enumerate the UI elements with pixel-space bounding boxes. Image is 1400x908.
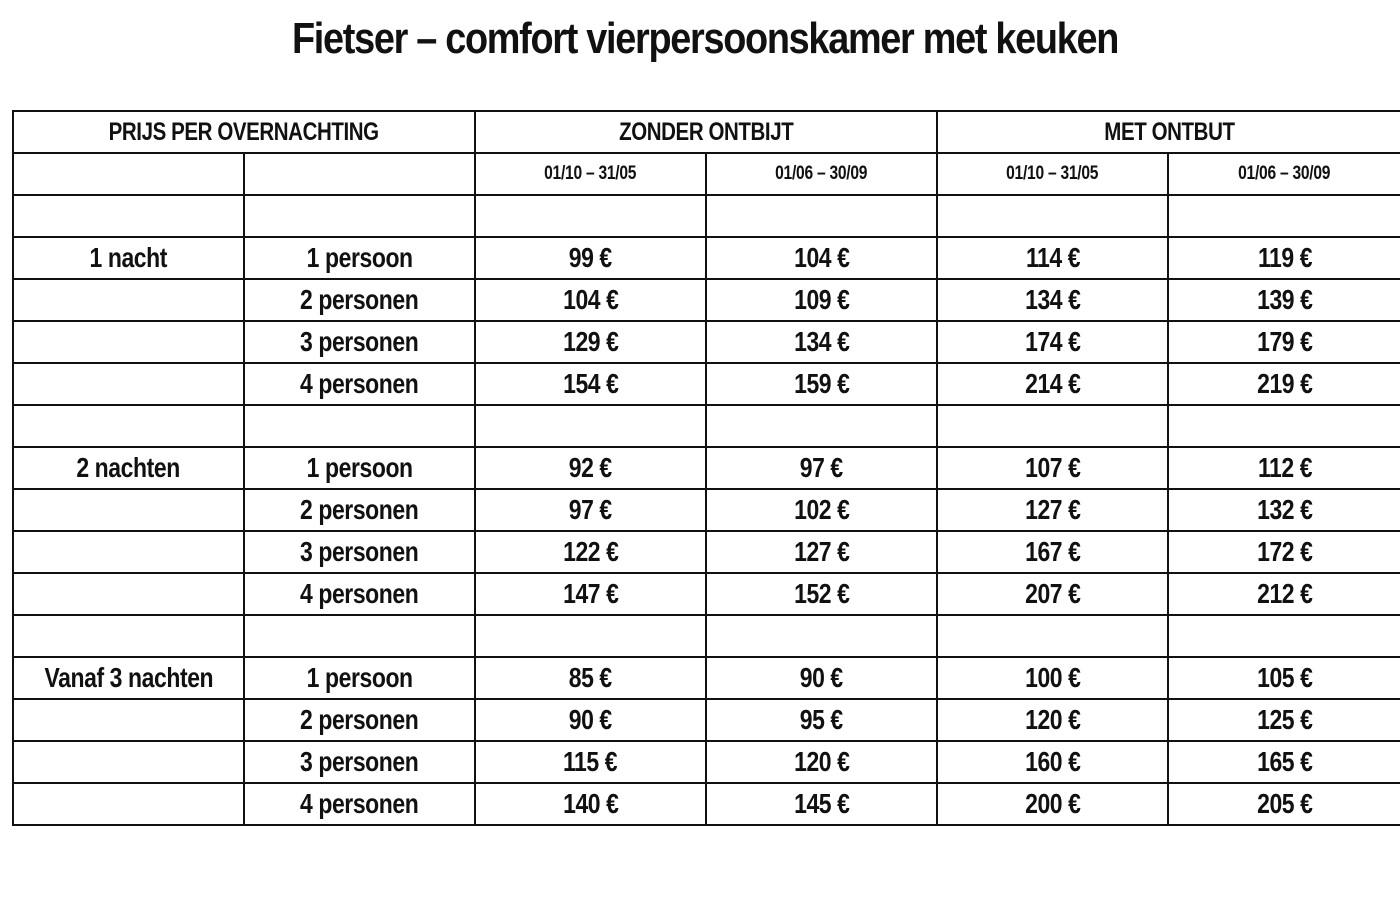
price-cell: 127 € <box>706 531 937 573</box>
persons-cell: 2 personen <box>244 699 475 741</box>
empty-cell <box>13 405 244 447</box>
empty-cell <box>13 489 244 531</box>
persons-cell: 1 persoon <box>244 237 475 279</box>
empty-cell <box>13 531 244 573</box>
spacer-row <box>13 405 1400 447</box>
empty-cell <box>13 363 244 405</box>
persons-cell: 4 personen <box>244 363 475 405</box>
price-cell: 125 € <box>1168 699 1400 741</box>
empty-cell <box>706 405 937 447</box>
price-cell: 145 € <box>706 783 937 825</box>
table-row <box>13 447 1400 489</box>
empty-cell <box>244 153 475 195</box>
price-cell: 214 € <box>937 363 1168 405</box>
price-cell: 134 € <box>937 279 1168 321</box>
nights-label: Vanaf 3 nachten <box>13 657 244 699</box>
price-cell: 207 € <box>937 573 1168 615</box>
table-row <box>13 699 1400 741</box>
empty-cell <box>13 741 244 783</box>
table-row <box>13 573 1400 615</box>
empty-cell <box>475 195 706 237</box>
persons-cell: 4 personen <box>244 573 475 615</box>
nights-label: 2 nachten <box>13 447 244 489</box>
price-cell: 129 € <box>475 321 706 363</box>
price-cell: 85 € <box>475 657 706 699</box>
empty-cell <box>13 699 244 741</box>
empty-cell <box>244 195 475 237</box>
empty-cell <box>13 615 244 657</box>
price-cell: 160 € <box>937 741 1168 783</box>
persons-cell: 3 personen <box>244 321 475 363</box>
price-cell: 95 € <box>706 699 937 741</box>
price-cell: 152 € <box>706 573 937 615</box>
table-row <box>13 279 1400 321</box>
price-cell: 122 € <box>475 531 706 573</box>
table-row <box>13 321 1400 363</box>
empty-cell <box>13 153 244 195</box>
empty-cell <box>1168 405 1400 447</box>
price-cell: 102 € <box>706 489 937 531</box>
empty-cell <box>13 783 244 825</box>
persons-cell: 1 persoon <box>244 447 475 489</box>
price-cell: 200 € <box>937 783 1168 825</box>
price-cell: 159 € <box>706 363 937 405</box>
price-table-body <box>13 111 1400 825</box>
price-cell: 132 € <box>1168 489 1400 531</box>
persons-cell: 2 personen <box>244 489 475 531</box>
price-cell: 112 € <box>1168 447 1400 489</box>
price-cell: 120 € <box>706 741 937 783</box>
price-cell: 212 € <box>1168 573 1400 615</box>
table-row <box>13 531 1400 573</box>
table-row <box>13 363 1400 405</box>
price-cell: 92 € <box>475 447 706 489</box>
spacer-row <box>13 195 1400 237</box>
price-cell: 165 € <box>1168 741 1400 783</box>
price-cell: 97 € <box>706 447 937 489</box>
price-cell: 107 € <box>937 447 1168 489</box>
empty-cell <box>13 321 244 363</box>
price-cell: 174 € <box>937 321 1168 363</box>
header-row <box>13 111 1400 153</box>
price-cell: 147 € <box>475 573 706 615</box>
empty-cell <box>1168 195 1400 237</box>
price-cell: 104 € <box>475 279 706 321</box>
empty-cell <box>13 573 244 615</box>
price-per-night-header: PRIJS PER OVERNACHTING <box>13 111 475 153</box>
nights-label: 1 nacht <box>13 237 244 279</box>
spacer-row <box>13 615 1400 657</box>
price-cell: 100 € <box>937 657 1168 699</box>
empty-cell <box>13 195 244 237</box>
empty-cell <box>13 279 244 321</box>
without-breakfast-header: ZONDER ONTBIJT <box>475 111 937 153</box>
table-row <box>13 741 1400 783</box>
empty-cell <box>937 195 1168 237</box>
price-cell: 167 € <box>937 531 1168 573</box>
price-cell: 154 € <box>475 363 706 405</box>
table-row <box>13 237 1400 279</box>
table-row <box>13 783 1400 825</box>
price-cell: 172 € <box>1168 531 1400 573</box>
empty-cell <box>475 405 706 447</box>
price-cell: 134 € <box>706 321 937 363</box>
price-cell: 90 € <box>706 657 937 699</box>
table-row <box>13 657 1400 699</box>
price-cell: 219 € <box>1168 363 1400 405</box>
period-cell: 01/06 – 30/09 <box>706 153 937 195</box>
period-row <box>13 153 1400 195</box>
persons-cell: 1 persoon <box>244 657 475 699</box>
price-cell: 115 € <box>475 741 706 783</box>
persons-cell: 3 personen <box>244 531 475 573</box>
price-cell: 139 € <box>1168 279 1400 321</box>
price-cell: 109 € <box>706 279 937 321</box>
empty-cell <box>937 615 1168 657</box>
price-cell: 90 € <box>475 699 706 741</box>
with-breakfast-header: MET ONTBUT <box>937 111 1400 153</box>
page-title: Fietser – comfort vierpersoonskamer met keuken <box>291 14 1119 63</box>
price-cell: 127 € <box>937 489 1168 531</box>
empty-cell <box>244 615 475 657</box>
persons-cell: 2 personen <box>244 279 475 321</box>
price-cell: 104 € <box>706 237 937 279</box>
price-cell: 114 € <box>937 237 1168 279</box>
persons-cell: 3 personen <box>244 741 475 783</box>
price-cell: 140 € <box>475 783 706 825</box>
price-cell: 205 € <box>1168 783 1400 825</box>
persons-cell: 4 personen <box>244 783 475 825</box>
price-cell: 120 € <box>937 699 1168 741</box>
empty-cell <box>706 195 937 237</box>
period-cell: 01/06 – 30/09 <box>1168 153 1400 195</box>
empty-cell <box>244 405 475 447</box>
empty-cell <box>706 615 937 657</box>
price-cell: 179 € <box>1168 321 1400 363</box>
table-row <box>13 489 1400 531</box>
period-cell: 01/10 – 31/05 <box>937 153 1168 195</box>
empty-cell <box>475 615 706 657</box>
price-cell: 99 € <box>475 237 706 279</box>
price-table <box>12 110 1400 826</box>
empty-cell <box>937 405 1168 447</box>
price-cell: 105 € <box>1168 657 1400 699</box>
empty-cell <box>1168 615 1400 657</box>
period-cell: 01/10 – 31/05 <box>475 153 706 195</box>
price-cell: 97 € <box>475 489 706 531</box>
price-cell: 119 € <box>1168 237 1400 279</box>
